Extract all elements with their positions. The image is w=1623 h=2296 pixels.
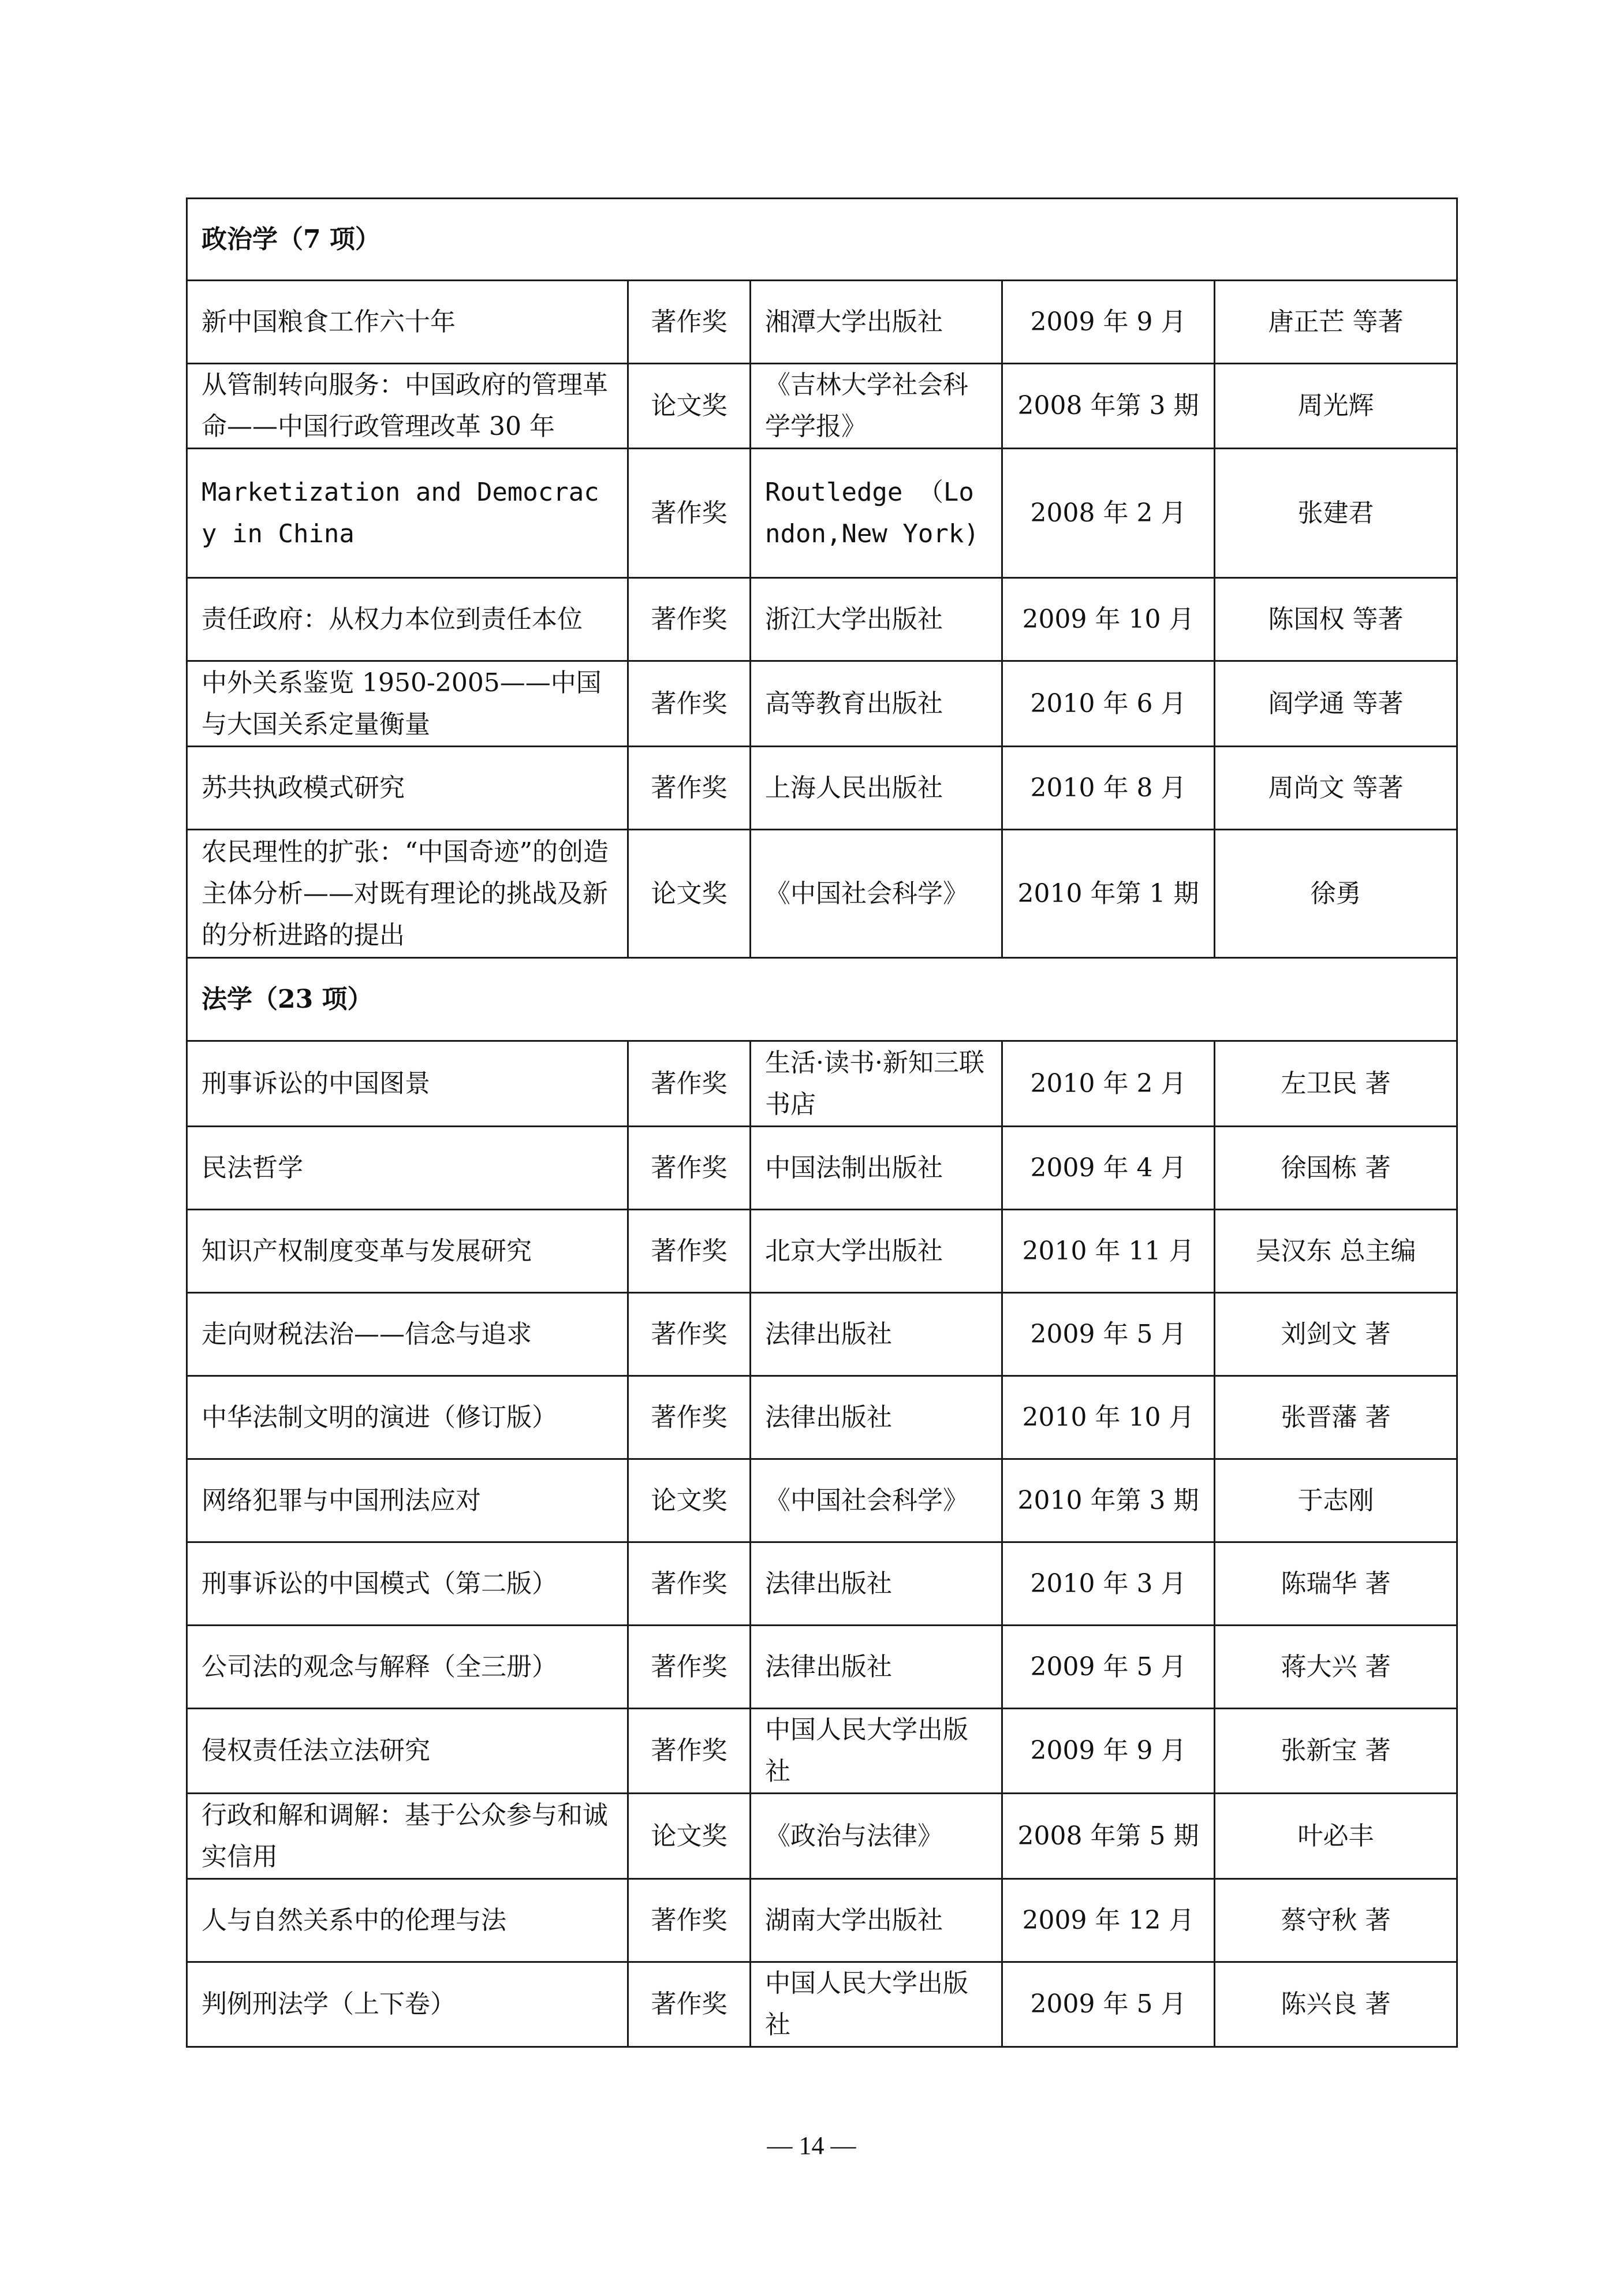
publication-date: 2009 年 9 月 — [1002, 1709, 1215, 1794]
work-title: 责任政府：从权力本位到责任本位 — [187, 578, 628, 661]
author: 张新宝 著 — [1215, 1709, 1457, 1794]
work-title: 新中国粮食工作六十年 — [187, 281, 628, 364]
publication-date: 2008 年第 3 期 — [1002, 364, 1215, 449]
publisher: 《吉林大学社会科学学报》 — [751, 364, 1002, 449]
award-type: 著作奖 — [628, 1127, 751, 1210]
award-type: 著作奖 — [628, 1962, 751, 2047]
table-row — [187, 830, 1457, 958]
table-row — [187, 1210, 1457, 1293]
award-type: 著作奖 — [628, 449, 751, 578]
author: 阎学通 等著 — [1215, 661, 1457, 747]
award-type: 著作奖 — [628, 578, 751, 661]
publication-date: 2010 年 6 月 — [1002, 661, 1215, 747]
work-title: Marketization and Democracy in China — [187, 449, 628, 578]
work-title: 苏共执政模式研究 — [187, 747, 628, 830]
award-type: 著作奖 — [628, 1041, 751, 1127]
work-title: 知识产权制度变革与发展研究 — [187, 1210, 628, 1293]
award-type: 著作奖 — [628, 1879, 751, 1962]
award-type: 著作奖 — [628, 1626, 751, 1709]
table-row — [187, 1626, 1457, 1709]
work-title: 网络犯罪与中国刑法应对 — [187, 1459, 628, 1542]
publication-date: 2010 年 3 月 — [1002, 1542, 1215, 1626]
publisher: 法律出版社 — [751, 1626, 1002, 1709]
table-row — [187, 1962, 1457, 2047]
table-row — [187, 578, 1457, 661]
award-type: 论文奖 — [628, 364, 751, 449]
publisher: 中国法制出版社 — [751, 1127, 1002, 1210]
section-heading: 政治学（7 项） — [187, 199, 1457, 281]
publication-date: 2009 年 9 月 — [1002, 281, 1215, 364]
publisher: 高等教育出版社 — [751, 661, 1002, 747]
author: 吴汉东 总主编 — [1215, 1210, 1457, 1293]
publication-date: 2010 年 8 月 — [1002, 747, 1215, 830]
publication-date: 2010 年第 3 期 — [1002, 1459, 1215, 1542]
publisher: Routledge （London,New York) — [751, 449, 1002, 578]
author: 张晋藩 著 — [1215, 1376, 1457, 1459]
award-type: 论文奖 — [628, 1794, 751, 1879]
table-row — [187, 1542, 1457, 1626]
award-type: 著作奖 — [628, 1709, 751, 1794]
publisher: 中国人民大学出版社 — [751, 1962, 1002, 2047]
award-type: 著作奖 — [628, 747, 751, 830]
publication-date: 2009 年 4 月 — [1002, 1127, 1215, 1210]
publisher: 北京大学出版社 — [751, 1210, 1002, 1293]
publisher: 《中国社会科学》 — [751, 830, 1002, 958]
work-title: 行政和解和调解：基于公众参与和诚实信用 — [187, 1794, 628, 1879]
publication-date: 2010 年 2 月 — [1002, 1041, 1215, 1127]
publication-date: 2009 年 5 月 — [1002, 1293, 1215, 1376]
section-heading: 法学（23 项） — [187, 958, 1457, 1041]
author: 陈国权 等著 — [1215, 578, 1457, 661]
author: 叶必丰 — [1215, 1794, 1457, 1879]
publisher: 法律出版社 — [751, 1542, 1002, 1626]
table-row — [187, 449, 1457, 578]
page-number: — 14 — — [767, 2131, 856, 2160]
publication-date: 2010 年第 1 期 — [1002, 830, 1215, 958]
work-title: 侵权责任法立法研究 — [187, 1709, 628, 1794]
table-row — [187, 1794, 1457, 1879]
publication-date: 2009 年 12 月 — [1002, 1879, 1215, 1962]
publication-date: 2010 年 11 月 — [1002, 1210, 1215, 1293]
publication-date: 2009 年 5 月 — [1002, 1962, 1215, 2047]
author: 唐正芒 等著 — [1215, 281, 1457, 364]
work-title: 中华法制文明的演进（修订版） — [187, 1376, 628, 1459]
table-row — [187, 1709, 1457, 1794]
work-title: 人与自然关系中的伦理与法 — [187, 1879, 628, 1962]
publisher: 《政治与法律》 — [751, 1794, 1002, 1879]
author: 陈瑞华 著 — [1215, 1542, 1457, 1626]
author: 周尚文 等著 — [1215, 747, 1457, 830]
author: 徐勇 — [1215, 830, 1457, 958]
work-title: 刑事诉讼的中国模式（第二版） — [187, 1542, 628, 1626]
publication-date: 2010 年 10 月 — [1002, 1376, 1215, 1459]
author: 张建君 — [1215, 449, 1457, 578]
author: 蔡守秋 著 — [1215, 1879, 1457, 1962]
publisher: 上海人民出版社 — [751, 747, 1002, 830]
author: 周光辉 — [1215, 364, 1457, 449]
section-header-row — [187, 199, 1457, 281]
publisher: 《中国社会科学》 — [751, 1459, 1002, 1542]
author: 陈兴良 著 — [1215, 1962, 1457, 2047]
awards-table-body — [187, 199, 1457, 2047]
table-row — [187, 661, 1457, 747]
award-type: 论文奖 — [628, 830, 751, 958]
publication-date: 2008 年第 5 期 — [1002, 1794, 1215, 1879]
publisher: 法律出版社 — [751, 1376, 1002, 1459]
author: 徐国栋 著 — [1215, 1127, 1457, 1210]
award-type: 著作奖 — [628, 1376, 751, 1459]
work-title: 走向财税法治——信念与追求 — [187, 1293, 628, 1376]
publisher: 湖南大学出版社 — [751, 1879, 1002, 1962]
publisher: 湘潭大学出版社 — [751, 281, 1002, 364]
work-title: 中外关系鉴览 1950-2005——中国与大国关系定量衡量 — [187, 661, 628, 747]
award-type: 著作奖 — [628, 1293, 751, 1376]
award-type: 著作奖 — [628, 281, 751, 364]
work-title: 农民理性的扩张：“中国奇迹”的创造主体分析——对既有理论的挑战及新的分析进路的提出 — [187, 830, 628, 958]
table-row — [187, 1293, 1457, 1376]
publication-date: 2009 年 10 月 — [1002, 578, 1215, 661]
publisher: 浙江大学出版社 — [751, 578, 1002, 661]
work-title: 从管制转向服务：中国政府的管理革命——中国行政管理改革 30 年 — [187, 364, 628, 449]
work-title: 判例刑法学（上下卷） — [187, 1962, 628, 2047]
work-title: 民法哲学 — [187, 1127, 628, 1210]
publication-date: 2009 年 5 月 — [1002, 1626, 1215, 1709]
award-type: 著作奖 — [628, 1210, 751, 1293]
awards-table — [186, 197, 1458, 2048]
publication-date: 2008 年 2 月 — [1002, 449, 1215, 578]
author: 左卫民 著 — [1215, 1041, 1457, 1127]
publisher: 法律出版社 — [751, 1293, 1002, 1376]
work-title: 公司法的观念与解释（全三册） — [187, 1626, 628, 1709]
publisher: 中国人民大学出版社 — [751, 1709, 1002, 1794]
work-title: 刑事诉讼的中国图景 — [187, 1041, 628, 1127]
publisher: 生活·读书·新知三联书店 — [751, 1041, 1002, 1127]
table-row — [187, 281, 1457, 364]
table-row — [187, 1041, 1457, 1127]
author: 蒋大兴 著 — [1215, 1626, 1457, 1709]
table-row — [187, 1376, 1457, 1459]
table-row — [187, 747, 1457, 830]
award-type: 著作奖 — [628, 661, 751, 747]
table-row — [187, 364, 1457, 449]
author: 刘剑文 著 — [1215, 1293, 1457, 1376]
table-row — [187, 1127, 1457, 1210]
section-header-row — [187, 958, 1457, 1041]
award-type: 论文奖 — [628, 1459, 751, 1542]
table-row — [187, 1459, 1457, 1542]
table-row — [187, 1879, 1457, 1962]
author: 于志刚 — [1215, 1459, 1457, 1542]
award-type: 著作奖 — [628, 1542, 751, 1626]
